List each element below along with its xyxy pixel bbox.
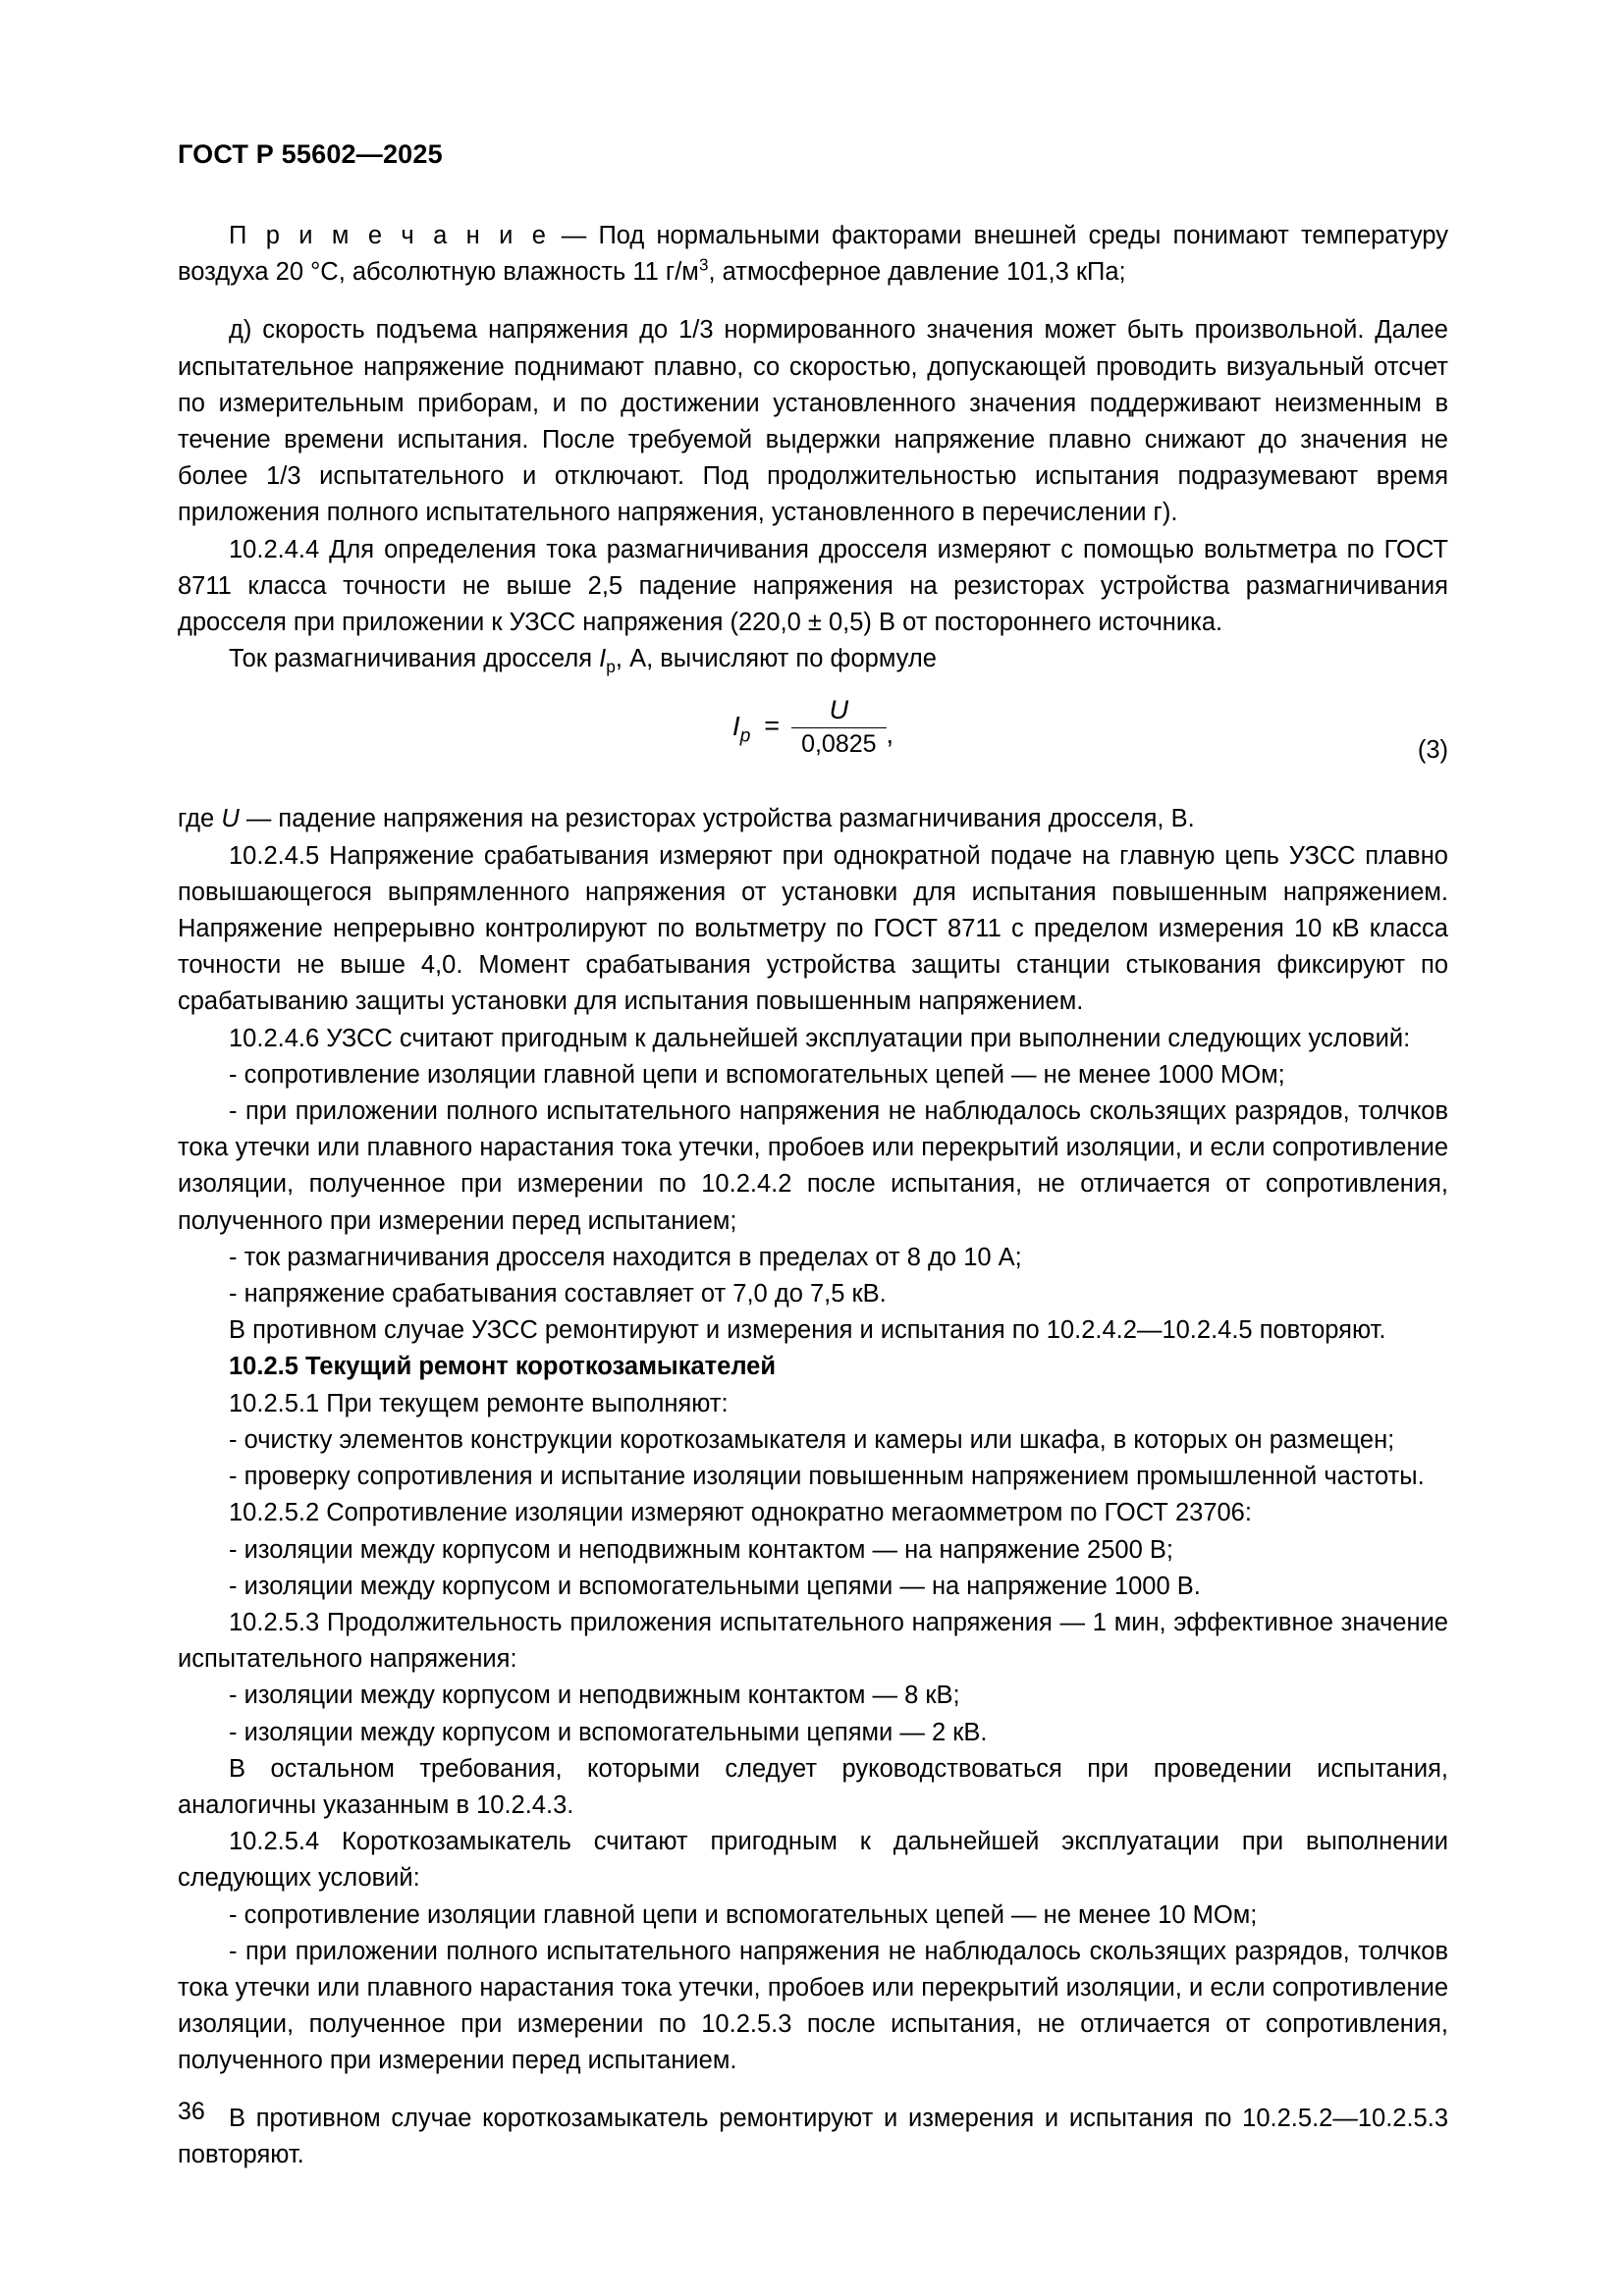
bullet-10-2-5-3-2: - изоляции между корпусом и вспомогательными цепями — 2 кВ. xyxy=(229,1718,988,1746)
otherwise-shortcircuiter: В противном случае короткозамыкатель ремонтируют и измерения и испытания по 10.2.5.2—10.2.5.3 повторяют. xyxy=(178,2104,1448,2168)
formula-lead-in xyxy=(178,641,1448,677)
clause-10-2-4-5: 10.2.4.5 Напряжение срабатывания измеряют при однократной подаче на главную цепь УЗСС плавно повышающегося выпрямленного напряжения от установки для испытания повышенным напряжением. Напряжение непрерывно контролируют по вольтметру по ГОСТ 8711 с пределом измерения 10 кВ класса точности не выше 4,0. Момент срабатывания устройства защиты станции стыкования фиксируют по срабатыванию защиты установки для испытания повышенным напряжением. xyxy=(178,841,1448,1016)
clause-10-2-4-6: 10.2.4.6 УЗСС считают пригодным к дальнейшей эксплуатации при выполнении следующих условий: xyxy=(229,1024,1411,1052)
note-paragraph xyxy=(178,218,1448,291)
clause-10-2-5-4: 10.2.5.4 Короткозамыкатель считают пригодным к дальнейшей эксплуатации при выполнении следующих условий: xyxy=(178,1828,1448,1893)
clause-10-2-5-2: 10.2.5.2 Сопротивление изоляции измеряют однократно мегаомметром по ГОСТ 23706: xyxy=(229,1499,1252,1527)
bullet-10-2-4-6-2: - при приложении полного испытательного напряжения не наблюдалось скользящих разрядов, толчков тока утечки или плавного нарастания тока утечки, пробоев или перекрытий изоляции, и если сопротивление изоляции, полученное при измерении по 10.2.4.2 после испытания, не отличается от сопротивления, полученного при измерении перед испытанием; xyxy=(178,1097,1448,1235)
note-text-before: Под нормальными факторами внешней среды понимают температуру воздуха 20 °C, абсолютную влажность 11 г/м xyxy=(178,222,1449,287)
note-dash: — xyxy=(549,222,599,249)
clause-10-2-4-4: 10.2.4.4 Для определения тока размагничивания дросселя измеряют с помощью вольтметра по ГОСТ 8711 класса точности не выше 2,5 падение напряжения на резисторах устройства размагничивания дросселя при приложении к УЗСС напряжения (220,0 ± 0,5) В от постороннего источника. xyxy=(178,535,1448,637)
formula-equals: = xyxy=(764,711,781,741)
bullet-10-2-4-6-3: - ток размагничивания дросселя находится в пределах от 8 до 10 А; xyxy=(229,1243,1022,1271)
page-body xyxy=(178,218,1448,2173)
formula-lhs-symbol: I xyxy=(731,711,740,742)
remaining-requirements: В остальном требования, которыми следует руководствоваться при проведении испытания, аналогичны указанным в 10.2.4.3. xyxy=(178,1754,1448,1819)
note-label: П р и м е ч а н и е xyxy=(229,222,550,249)
page-number: 36 xyxy=(178,2098,205,2125)
bullet-10-2-5-1-1: - очистку элементов конструкции короткозамыкателя и камеры или шкафа, в которых он размещен; xyxy=(229,1425,1395,1454)
clause-10-2-5-1: 10.2.5.1 При текущем ремонте выполняют: xyxy=(229,1389,729,1417)
formula-lead-subscript: р xyxy=(606,657,616,677)
otherwise-uzss: В противном случае УЗСС ремонтируют и измерения и испытания по 10.2.4.2—10.2.4.5 повторяют. xyxy=(229,1316,1386,1345)
where-prefix: где xyxy=(178,805,222,833)
formula-denominator: 0,0825 xyxy=(791,727,886,758)
list-item-d: д) скорость подъема напряжения до 1/3 нормированного значения может быть произвольной. Далее испытательное напряжение поднимают плавно, со скоростью, допускающей проводить визуальный отсчет по измерительным приборам, и по достижении установленного значения поддерживают неизменным в течение времени испытания. После требуемой выдержки напряжение плавно снижают до значения не более 1/3 испытательного и отключают. Под продолжительностью испытания подразумевают время приложения полного испытательного напряжения, установленного в перечислении г). xyxy=(178,316,1448,527)
heading-10-2-5: 10.2.5 Текущий ремонт короткозамыкателей xyxy=(229,1353,777,1381)
bullet-10-2-5-2-1: - изоляции между корпусом и неподвижным контактом — на напряжение 2500 В; xyxy=(229,1535,1173,1564)
note-text-after: , атмосферное давление 101,3 кПа; xyxy=(708,258,1126,287)
formula-expression xyxy=(732,695,893,757)
formula-lead-after: , А, вычисляют по формуле xyxy=(615,645,937,673)
note-superscript: 3 xyxy=(698,254,709,275)
formula-lead-before: Ток размагничивания дросселя xyxy=(229,645,600,673)
bullet-10-2-5-4-2: - при приложении полного испытательного напряжения не наблюдалось скользящих разрядов, толчков тока утечки или плавного нарастания тока утечки, пробоев или перекрытий изоляции, и если сопротивление изоляции, полученное при измерении по 10.2.5.3 после испытания, не отличается от сопротивления, полученного при измерении перед испытанием. xyxy=(178,1937,1448,2075)
where-text: — падение напряжения на резисторах устройства размагничивания дросселя, В. xyxy=(239,805,1195,833)
formula-lhs-subscript: р xyxy=(739,726,751,748)
clause-10-2-5-3: 10.2.5.3 Продолжительность приложения испытательного напряжения — 1 мин, эффективное значение испытательного напряжения: xyxy=(178,1608,1448,1674)
standard-number-header: ГОСТ Р 55602—2025 xyxy=(178,139,443,169)
formula-block xyxy=(178,695,1448,785)
bullet-10-2-4-6-4: - напряжение срабатывания составляет от 7,0 до 7,5 кВ. xyxy=(229,1280,887,1308)
formula-fraction xyxy=(791,695,886,757)
bullet-10-2-4-6-1: - сопротивление изоляции главной цепи и вспомогательных цепей — не менее 1000 МОм; xyxy=(229,1060,1285,1089)
formula-number: (3) xyxy=(1417,736,1448,765)
bullet-10-2-5-4-1: - сопротивление изоляции главной цепи и вспомогательных цепей — не менее 10 МОм; xyxy=(229,1900,1258,1929)
formula-numerator: U xyxy=(829,695,849,725)
where-definition xyxy=(178,801,1448,837)
bullet-10-2-5-1-2: - проверку сопротивления и испытание изоляции повышенным напряжением промышленной частоты. xyxy=(229,1463,1425,1491)
bullet-10-2-5-2-2: - изоляции между корпусом и вспомогательными цепями — на напряжение 1000 В. xyxy=(229,1572,1201,1600)
formula-lead-symbol: I xyxy=(599,645,607,673)
formula-trailing-comma: , xyxy=(886,720,894,750)
where-symbol: U xyxy=(221,805,240,833)
formula-lhs xyxy=(731,708,752,748)
bullet-10-2-5-3-1: - изоляции между корпусом и неподвижным контактом — 8 кВ; xyxy=(229,1682,960,1710)
